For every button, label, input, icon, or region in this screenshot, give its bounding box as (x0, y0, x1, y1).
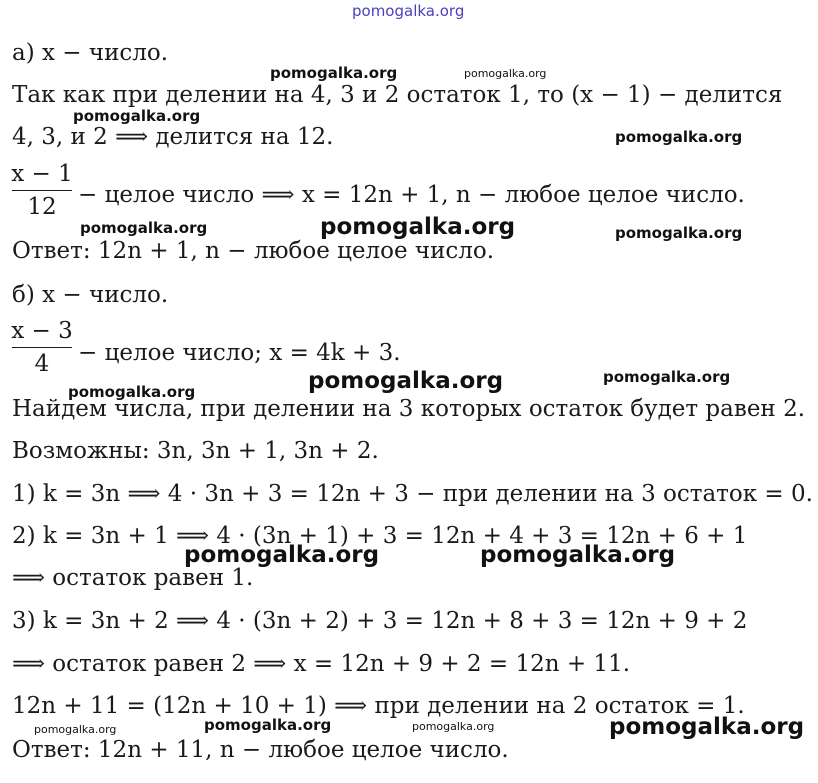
watermark: pomogalka.org (270, 64, 398, 82)
header-watermark: pomogalka.org (352, 2, 465, 20)
text-line: − целое число ⟹ x = 12n + 1, n − любое целое число. (78, 182, 745, 208)
watermark: pomogalka.org (609, 714, 805, 740)
watermark: pomogalka.org (412, 720, 495, 733)
text-line: 12n + 11 = (12n + 10 + 1) ⟹ при делении на 2 остаток = 1. (12, 693, 745, 719)
text-line: Возможны: 3n, 3n + 1, 3n + 2. (12, 438, 379, 464)
watermark: pomogalka.org (308, 368, 504, 394)
fraction-denominator: 4 (34, 351, 50, 377)
watermark: pomogalka.org (615, 128, 743, 146)
fraction-bar (12, 190, 72, 191)
fraction-numerator: x − 3 (11, 318, 73, 344)
watermark: pomogalka.org (464, 67, 547, 80)
text-line: ⟹ остаток равен 1. (12, 565, 254, 591)
fraction-denominator: 12 (27, 194, 57, 220)
text-line: Найдем числа, при делении на 3 которых остаток будет равен 2. (12, 396, 806, 422)
watermark: pomogalka.org (80, 219, 208, 237)
watermark: pomogalka.org (68, 383, 196, 401)
case-2: 2) k = 3n + 1 ⟹ 4 · (3n + 1) + 3 = 12n + 4 + 3 = 12n + 6 + 1 (12, 523, 748, 549)
case-3: 3) k = 3n + 2 ⟹ 4 · (3n + 2) + 3 = 12n + 8 + 3 = 12n + 9 + 2 (12, 608, 748, 634)
watermark: pomogalka.org (320, 214, 516, 240)
part-b-heading: б) x − число. (12, 282, 169, 308)
text-line: Так как при делении на 4, 3 и 2 остаток 1, то (x − 1) − делится (12, 82, 783, 108)
watermark: pomogalka.org (73, 107, 201, 125)
fraction-bar (12, 347, 72, 348)
part-a-heading: а) x − число. (12, 40, 169, 66)
fraction-x-minus-3-over-4 (10, 318, 74, 377)
text-line: ⟹ остаток равен 2 ⟹ x = 12n + 9 + 2 = 12n + 11. (12, 651, 631, 677)
watermark: pomogalka.org (34, 723, 117, 736)
watermark: pomogalka.org (603, 368, 731, 386)
answer-b: Ответ: 12n + 11, n − любое целое число. (12, 737, 509, 763)
watermark: pomogalka.org (184, 542, 380, 568)
fraction-numerator: x − 1 (11, 161, 73, 187)
watermark: pomogalka.org (615, 224, 743, 242)
text-line: − целое число; x = 4k + 3. (78, 340, 401, 366)
answer-a: Ответ: 12n + 1, n − любое целое число. (12, 238, 495, 264)
watermark: pomogalka.org (480, 542, 676, 568)
text-line: 4, 3, и 2 ⟹ делится на 12. (12, 124, 334, 150)
watermark: pomogalka.org (204, 716, 332, 734)
fraction-x-minus-1-over-12 (10, 161, 74, 220)
case-1: 1) k = 3n ⟹ 4 · 3n + 3 = 12n + 3 − при делении на 3 остаток = 0. (12, 481, 813, 507)
